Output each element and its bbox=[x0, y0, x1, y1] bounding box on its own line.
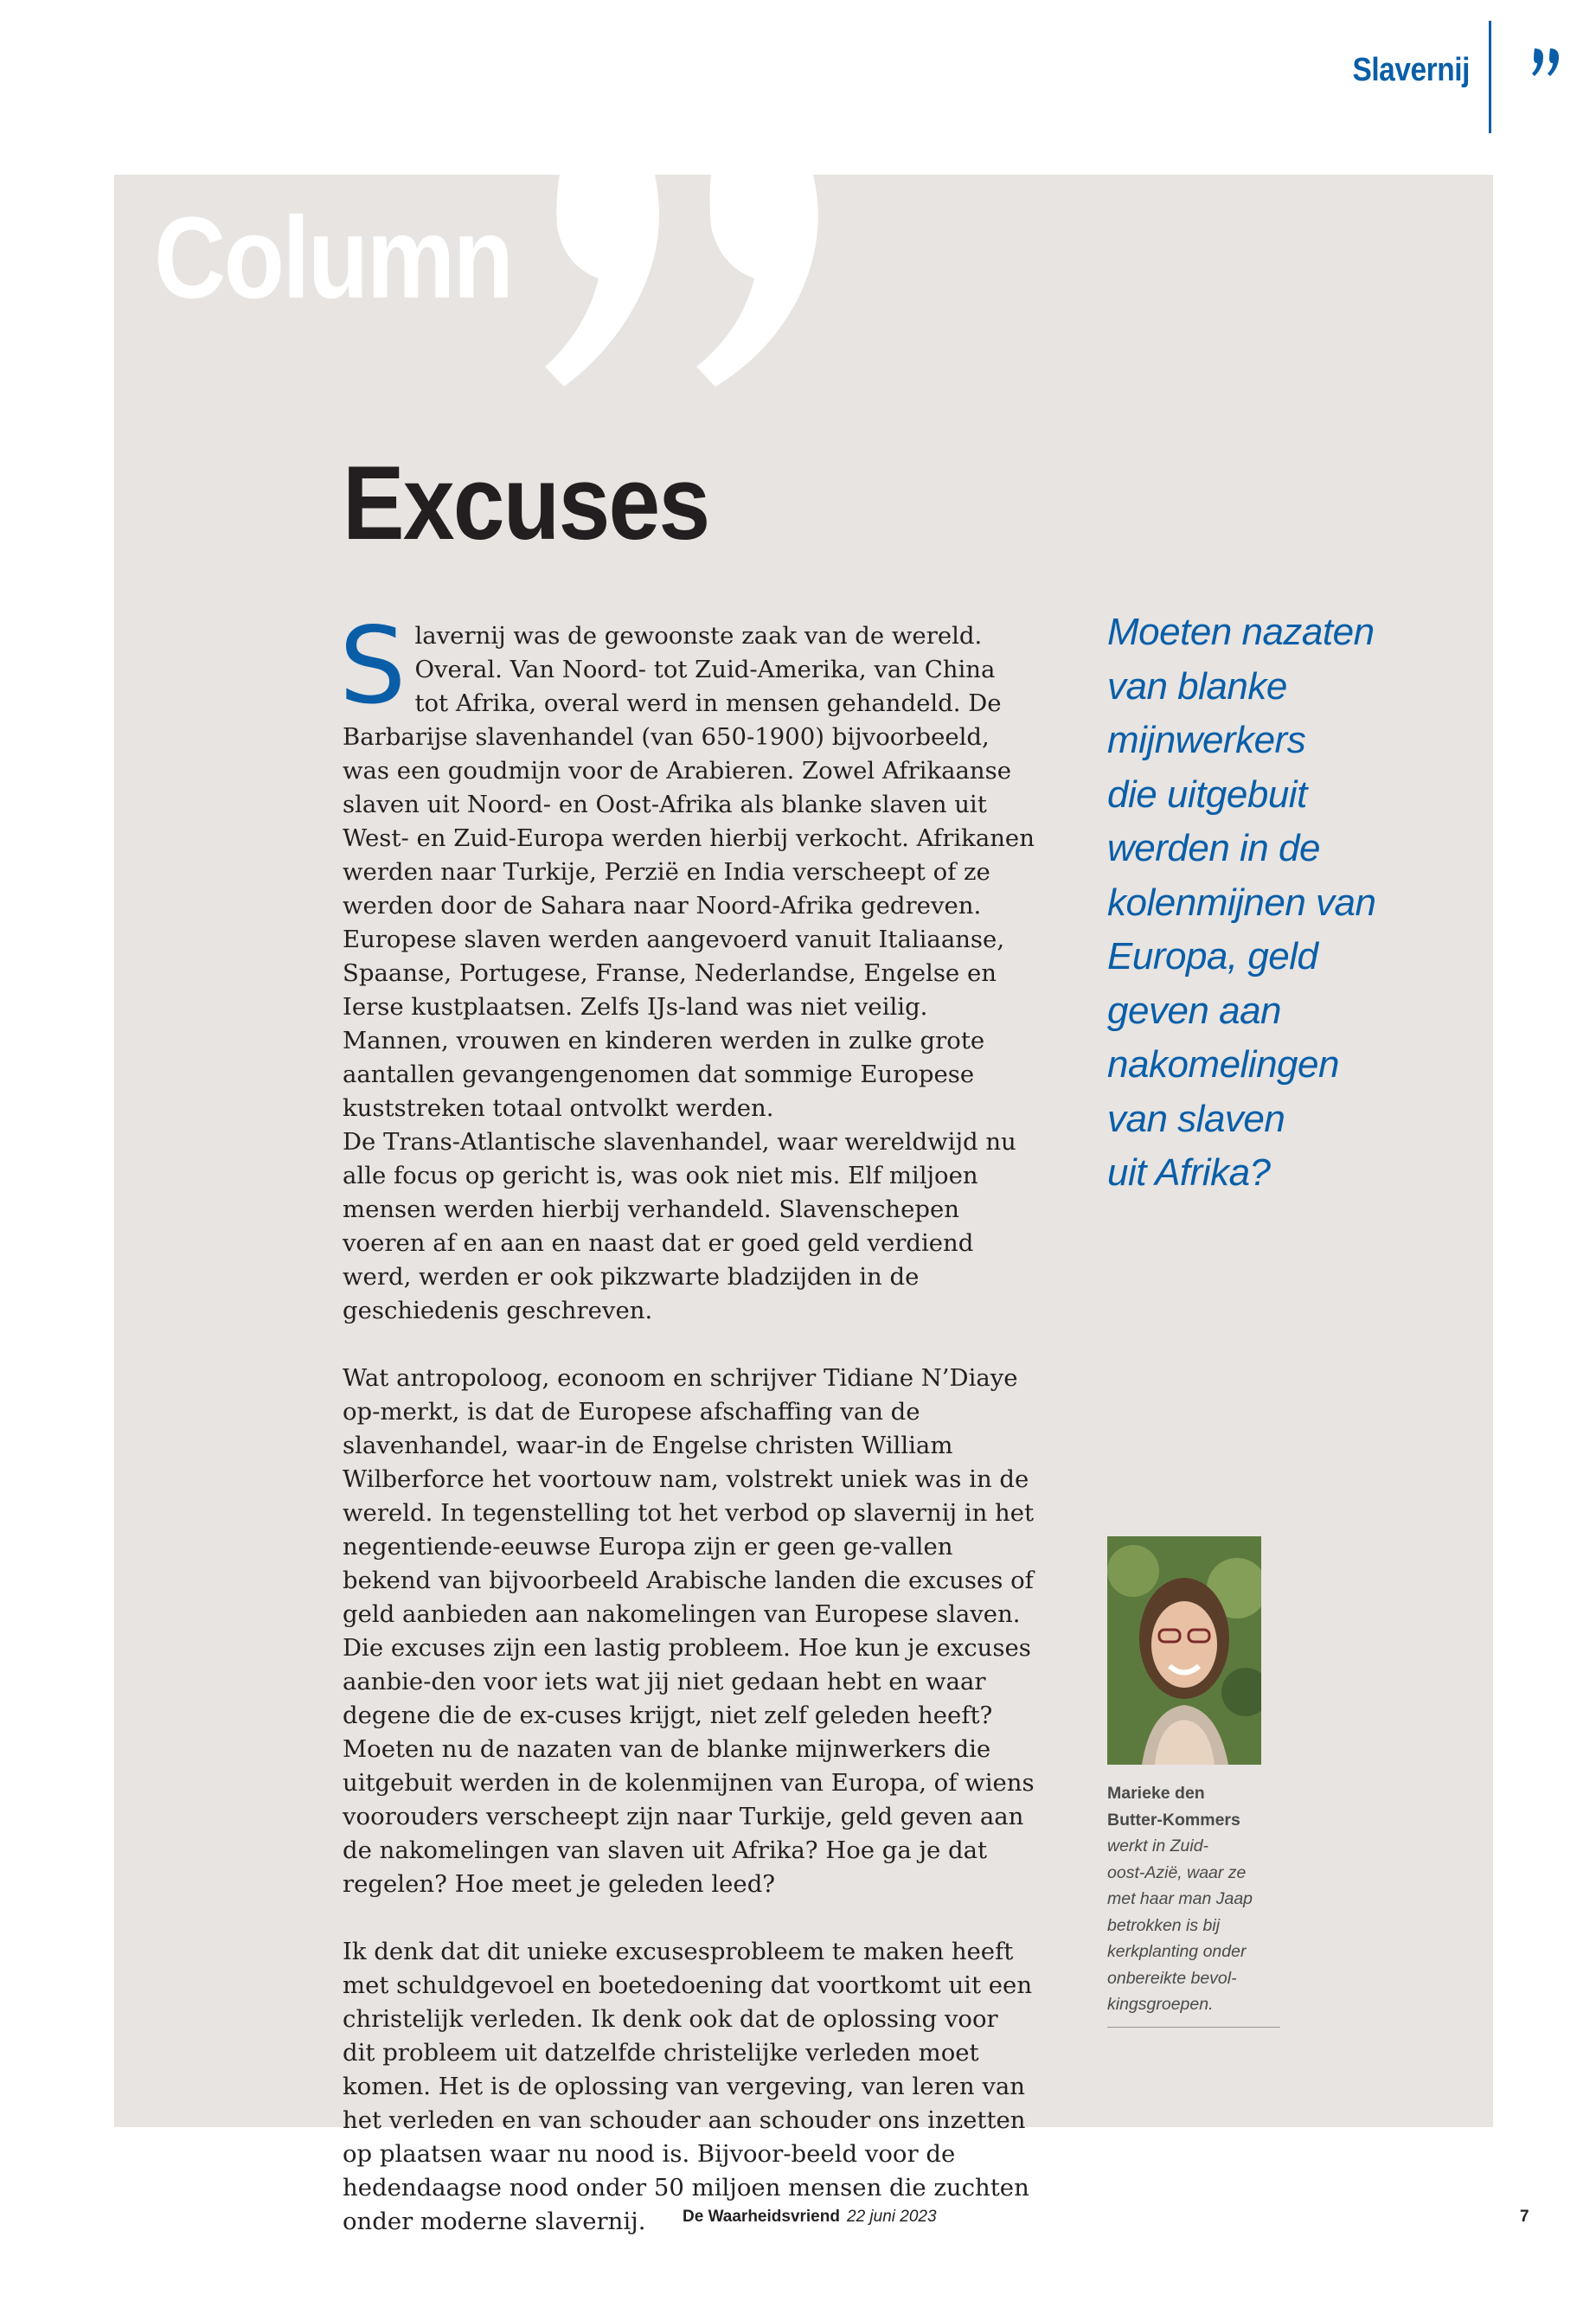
magazine-name: De Waarheidsvriend bbox=[683, 2208, 840, 2226]
paragraph: Slavernij was de gewoonste zaak van de wereld. Overal. Van Noord- tot Zuid-Amerika, van China tot Afrika, overal werd in mensen gehandeld. De Barbarijse slavenhandel (van 650-1900) bijvoorbeeld, was een goudmijn voor de Arabieren. Zowel Afrikaanse slaven uit Noord- en Oost-Afrika als blanke slaven uit West- en Zuid-Europa werden hierbij verkocht. Afrikanen werden naar Turkije, Perzië en India verscheept of ze werden door de Sahara naar Noord-Afrika gedreven. Europese slaven werden aangevoerd vanuit Italiaanse, Spaanse, Portugese, Franse, Nederlandse, Engelse en Ierse kustplaatsen. Zelfs IJs-land was niet veilig. Mannen, vrouwen en kinderen werden in zulke grote aantallen gevangengenomen dat sommige Europese kuststreken totaal ontvolkt werden. bbox=[339, 605, 1035, 1122]
author-photo bbox=[1107, 1536, 1261, 1765]
large-quote-icon bbox=[538, 175, 836, 387]
author-description: werkt in Zuid- oost-Azië, waar ze met haar man Jaap betrokken is bij kerkplanting onder onbereikte bevol- kingsgroepen. bbox=[1107, 1836, 1253, 2014]
issue-date: 22 juni 2023 bbox=[847, 2208, 937, 2226]
column-label: Column bbox=[154, 194, 512, 323]
quote-mark-icon bbox=[1531, 45, 1566, 80]
pull-quote: Moeten nazaten van blanke mijnwerkers die uitgebuit werden in de kolenmijnen van Europa, geld geven aan nakomelingen van slaven uit Afrika? bbox=[1107, 611, 1376, 1194]
paragraph: De Trans-Atlantische slavenhandel, waar wereldwijd nu alle focus op gericht is, was ook niet mis. Elf miljoen mensen werden hierbij verhandeld. Slavenschepen voeren af en aan en naast dat er goed geld verdiend werd, werden er ook pikzwarte bladzijden in de geschiedenis geschreven. bbox=[343, 1128, 1016, 1324]
paragraph: Wat antropoloog, econoom en schrijver Tidiane N’Diaye op-merkt, is dat de Europese afschaffing van de slavenhandel, waar-in de Engelse christen William Wilberforce het voortouw nam, volstrekt uniek was in de wereld. In tegenstelling tot het verbod op slavernij in het negentiende-eeuwse Europa zijn er geen ge-vallen bekend van bijvoorbeeld Arabische landen die excuses of geld aanbieden aan nakomelingen van Europese slaven. bbox=[343, 1364, 1035, 1628]
drop-cap: S bbox=[339, 605, 407, 727]
paragraph: Ik denk dat dit unieke excusesprobleem te maken heeft met schuldgevoel en boetedoening dat voortkomt uit een christelijk verleden. Ik denk ook dat de oplossing voor dit probleem uit datzelfde christelijke verleden moet komen. Het is de oplossing van vergeving, van leren van het verleden en van schouder aan schouder ons inzetten op plaatsen waar nu nood is. Bijvoor-beeld voor de hedendaagse nood onder 50 miljoen mensen die zuchten onder moderne slavernij. bbox=[343, 1938, 1033, 2235]
page-number: 7 bbox=[1520, 2208, 1529, 2226]
header-divider bbox=[1489, 21, 1491, 133]
section-label: Slavernij bbox=[1352, 52, 1470, 88]
article-title: Excuses bbox=[343, 444, 709, 561]
author-bio bbox=[1107, 1780, 1280, 2028]
article-body bbox=[339, 605, 1035, 2239]
paragraph: Die excuses zijn een lastig probleem. Hoe kun je excuses aanbie-den voor iets wat jij niet gedaan hebt en waar degene die de ex-cuses krijgt, niet zelf geleden heeft? Moeten nu de nazaten van de blanke mijnwerkers die uitgebuit werden in de kolenmijnen van Europa, of wiens voorouders verscheept zijn naar Turkije, geld geven aan de nakomelingen van slaven uit Afrika? Hoe ga je dat regelen? Hoe meet je geleden leed? bbox=[343, 1634, 1035, 1898]
author-name: Marieke den Butter-Kommers bbox=[1107, 1784, 1240, 1830]
